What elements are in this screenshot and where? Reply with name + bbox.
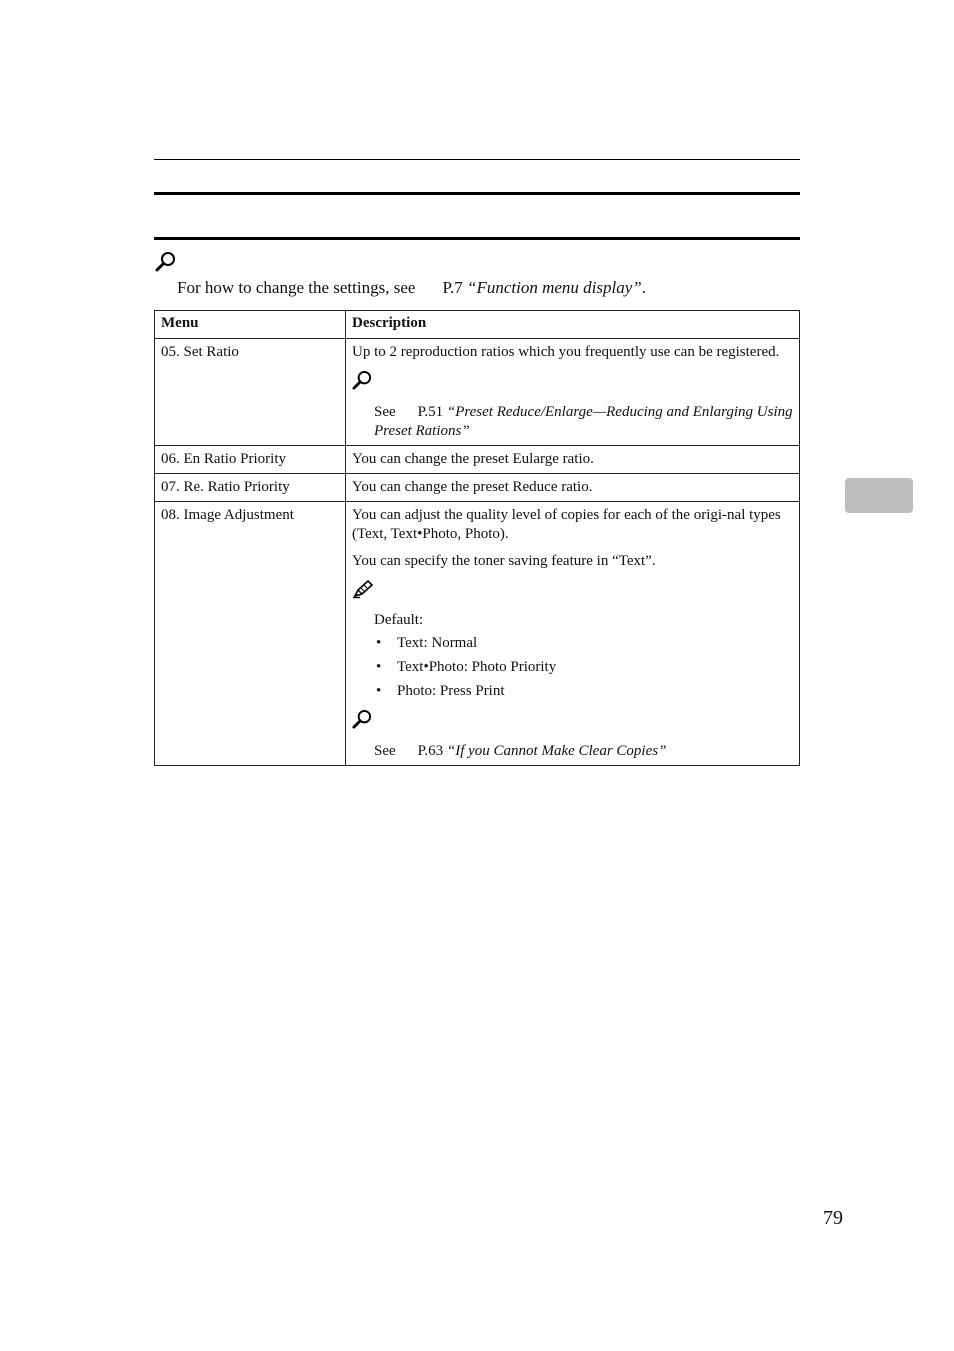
page-number: 79 (823, 1207, 843, 1229)
menu-table (154, 310, 800, 766)
description-text: You can adjust the quality level of copies for each of the origi-nal types (Text, Text•Photo, Photo). (352, 507, 781, 542)
intro-ref-title: “Function menu display” (467, 278, 642, 297)
reference-magnifier-icon (352, 709, 793, 736)
description-text: Up to 2 reproduction ratios which you frequently use can be registered. (352, 344, 780, 360)
table-header-row (155, 311, 800, 339)
chapter-tab (845, 478, 913, 513)
reference-title: “Preset Reduce/Enlarge—Reducing and Enlarging Using Preset Rations” (374, 404, 793, 439)
reference-title: “If you Cannot Make Clear Copies” (446, 743, 667, 759)
list-item: • Photo: Press Print (374, 682, 793, 701)
see-reference: See P.51 “Preset Reduce/Enlarge—Reducing and Enlarging Using Preset Rations” (374, 404, 793, 439)
header-menu: Menu (155, 311, 346, 339)
menu-cell: 08. Image Adjustment (155, 502, 346, 766)
section-rule (154, 192, 800, 195)
reference-magnifier-icon (352, 370, 793, 397)
intro-reference: For how to change the settings, see P.7 “Function menu display”. (177, 278, 646, 297)
description-cell (346, 339, 800, 446)
table-row (155, 339, 800, 446)
description-cell (346, 502, 800, 766)
subsection-rule (154, 237, 800, 240)
list-item: • Text: Normal (374, 634, 793, 653)
description-cell: You can change the preset Eularge ratio. (346, 446, 800, 474)
list-item: • Text•Photo: Photo Priority (374, 658, 793, 677)
see-reference: See P.63 “If you Cannot Make Clear Copies” (374, 743, 667, 759)
default-list (374, 634, 793, 701)
table-row (155, 474, 800, 502)
menu-cell: 05. Set Ratio (155, 339, 346, 446)
top-thin-rule (154, 159, 800, 160)
menu-cell: 06. En Ratio Priority (155, 446, 346, 474)
table-row (155, 446, 800, 474)
header-description: Description (346, 311, 800, 339)
description-cell: You can change the preset Reduce ratio. (346, 474, 800, 502)
note-pencil-icon (352, 579, 793, 605)
menu-cell: 07. Re. Ratio Priority (155, 474, 346, 502)
reference-magnifier-icon (155, 251, 177, 273)
default-label: Default: (374, 612, 424, 628)
intro-text: For how to change the settings, see (177, 278, 416, 297)
description-text: You can specify the toner saving feature in “Text”. (352, 553, 656, 569)
table-row (155, 502, 800, 766)
intro-page-ref: P.7 (442, 278, 463, 297)
